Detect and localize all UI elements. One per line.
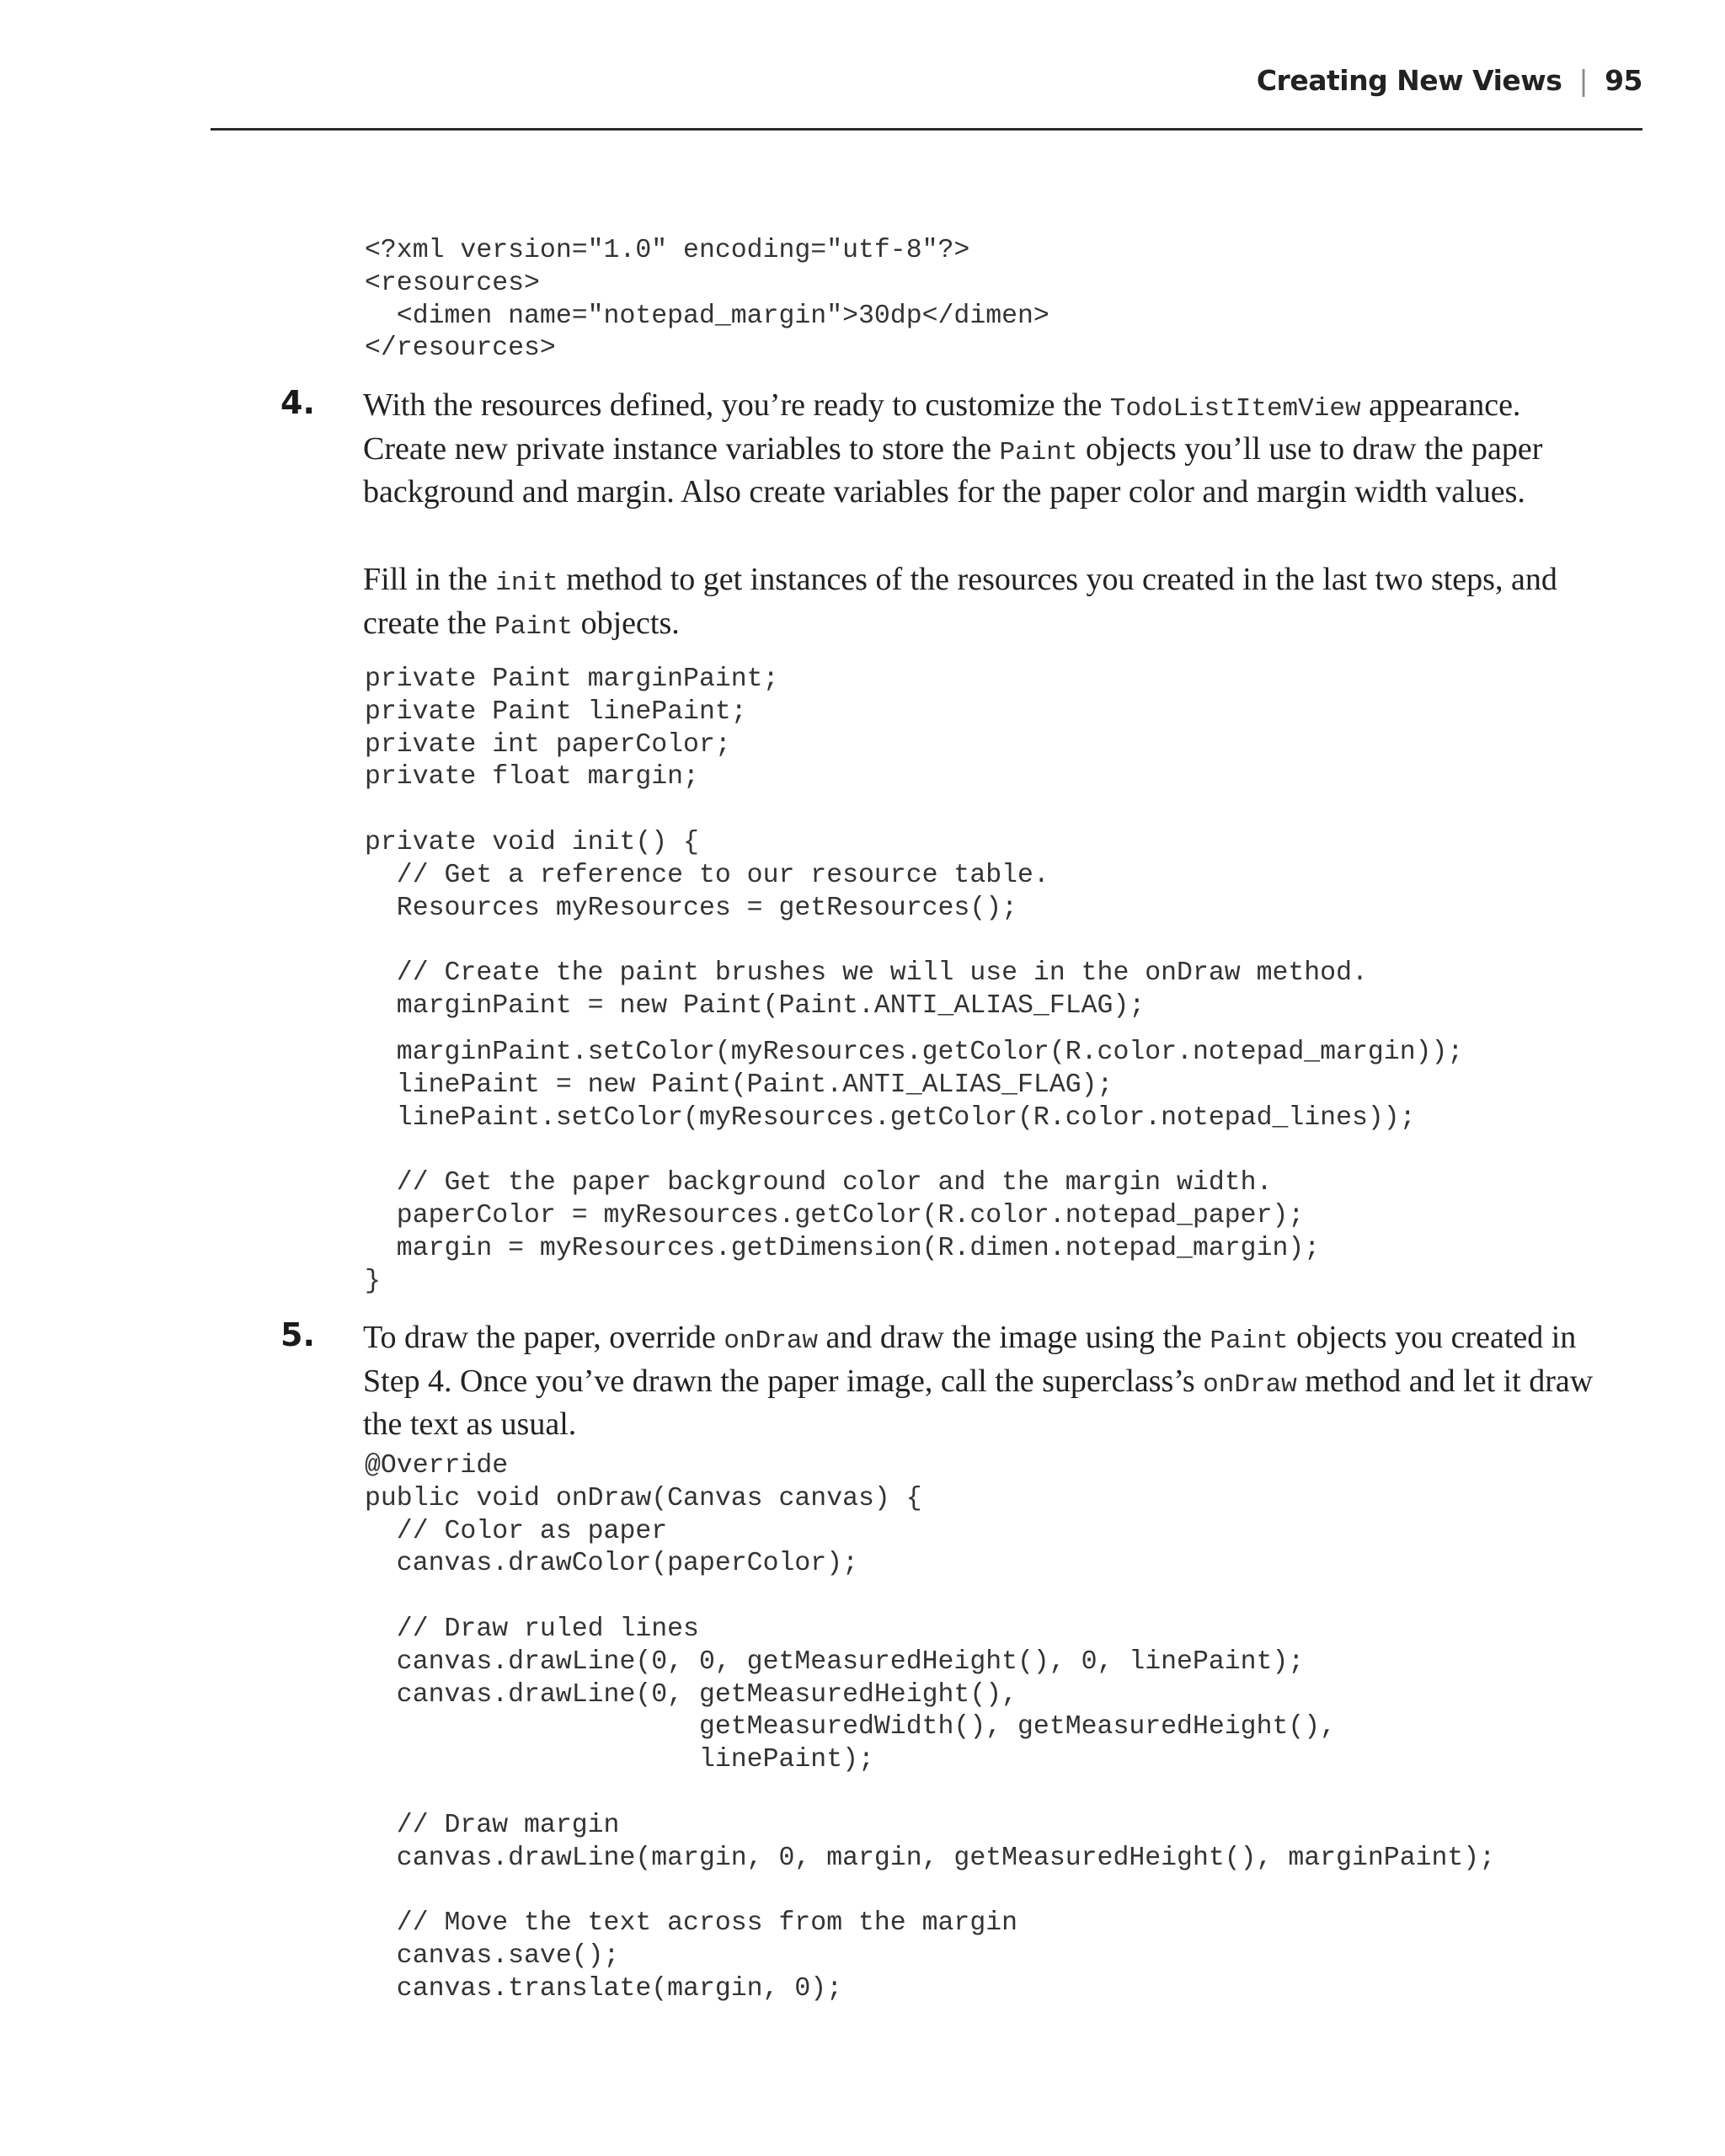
code-block-init-method-continued: marginPaint.setColor(myResources.getColor(R.color.notepad_margin)); linePaint = new Paint(Paint.ANTI_ALIAS_FLAG); linePaint.setColor(myResources.getColor(R.color.notepad_lines)); // Get the paper background color and the margin width. paperColor = myResources.getColor(R.color.notepad_paper); margin = myResources.getDimension(R.dimen.notepad_margin); } — [365, 1038, 1464, 1296]
text-run: objects. — [573, 605, 680, 641]
header-separator: | — [1578, 64, 1589, 97]
section-title: Creating New Views — [1256, 64, 1562, 97]
code-block-init-method: private Paint marginPaint; private Paint linePaint; private int paperColor; private float margin; private void init() { // Get a reference to our resource table. Resources myResources = getResources(); // Create the paint brushes we will use in the onDraw method. marginPaint = new Paint(Paint.ANTI_ALIAS_FLAG); — [365, 664, 1368, 1021]
text-run: objects you created in Step 4. Once you’ve drawn the paper image, call the superclass’s — [363, 1320, 1577, 1399]
inline-code: init — [495, 568, 558, 598]
code-block-ondraw-method: @Override public void onDraw(Canvas canvas) { // Color as paper canvas.drawColor(paperColor); // Draw ruled lines canvas.drawLine(0, 0, getMeasuredHeight(), 0, linePaint); canvas.drawLine(0, getMeasuredHeight(), getMeasuredWidth(), getMeasuredHeight(), linePaint); // Draw margin canvas.drawLine(margin, 0, margin, getMeasuredHeight(), marginPaint); // Move the text across from the margin canvas.save(); canvas.translate(margin, 0); — [365, 1451, 1496, 2004]
text-run: method to get instances of the resources you created in the last two steps, and create the — [363, 562, 1557, 641]
inline-code: onDraw — [1203, 1369, 1297, 1400]
inline-code: onDraw — [724, 1326, 819, 1356]
running-head — [1257, 64, 1642, 97]
step-4-paragraph-1 — [363, 386, 1601, 512]
step-number-5: 5. — [280, 1316, 315, 1353]
page-header — [211, 61, 1642, 131]
text-run: Fill in the — [363, 562, 496, 597]
text-run: With the resources defined, you’re ready to customize the — [363, 387, 1110, 423]
step-number-4: 4. — [280, 384, 315, 421]
step-4-paragraph-2 — [363, 560, 1601, 647]
text-run: and draw the image using the — [818, 1320, 1210, 1355]
inline-code: TodoListItemView — [1109, 394, 1361, 424]
code-block-resources-xml: <?xml version="1.0" encoding="utf-8"?> <resources> <dimen name="notepad_margin">30dp</dimen> </resources> — [365, 236, 1049, 364]
page-number: 95 — [1605, 64, 1642, 97]
text-run: method and let it draw the text as usual. — [363, 1363, 1594, 1442]
step-5-paragraph-1 — [363, 1318, 1601, 1444]
text-run: To draw the paper, override — [363, 1320, 724, 1355]
inline-code: Paint — [999, 437, 1078, 467]
text-run: appearance. Create new private instance variables to store the — [363, 387, 1521, 467]
inline-code: Paint — [494, 611, 574, 642]
text-run: objects you’ll use to draw the paper background and margin. Also create variables for the paper color and margin width values. — [363, 430, 1543, 510]
inline-code: Paint — [1210, 1326, 1289, 1356]
